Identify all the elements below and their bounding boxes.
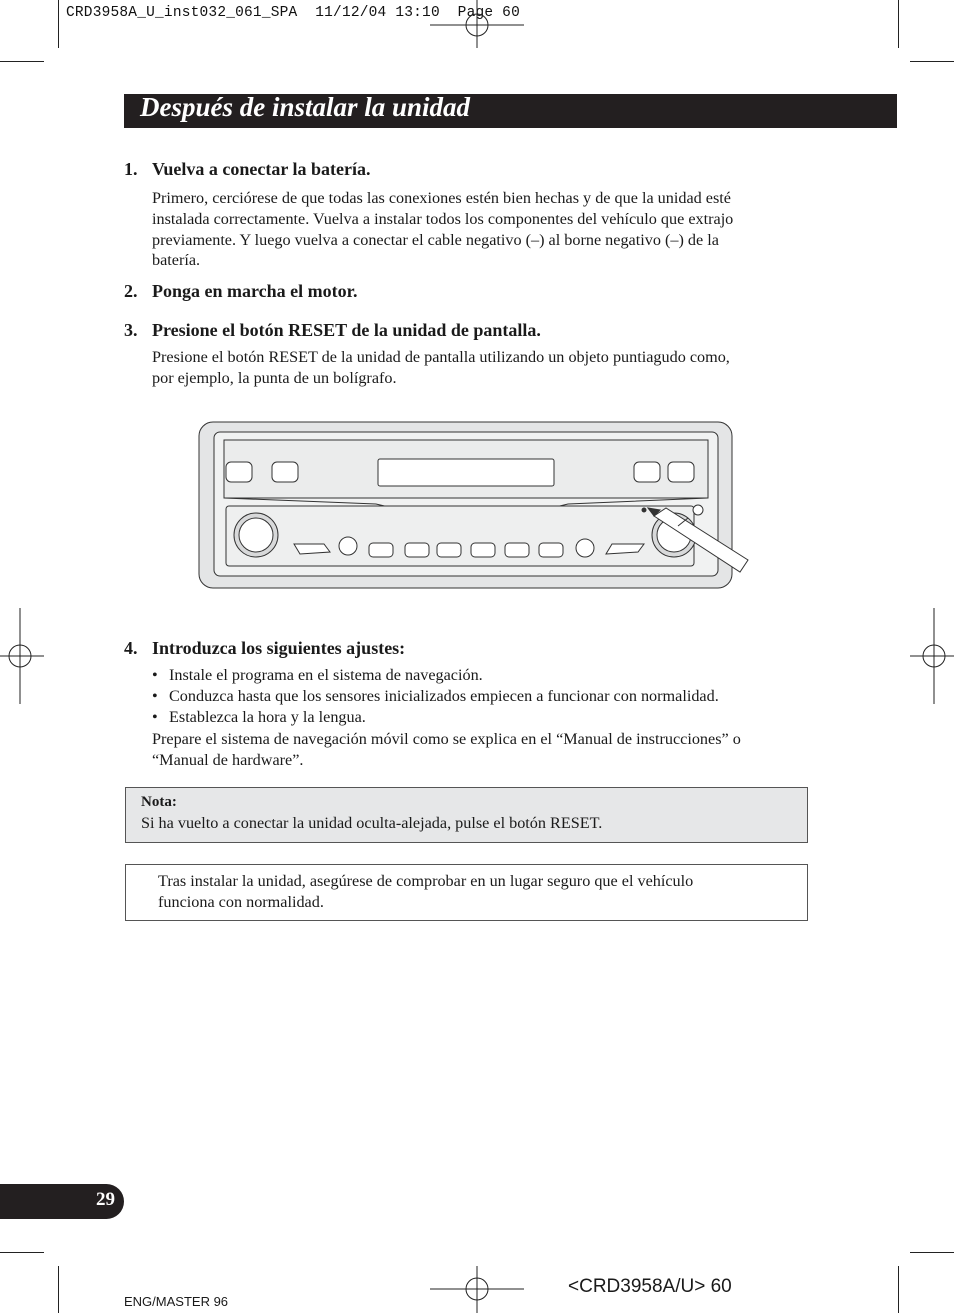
caution-box — [125, 864, 808, 921]
text-line: batería. — [152, 251, 201, 270]
step-number: 1. — [124, 159, 138, 179]
bullet-marker: • — [152, 708, 158, 726]
page-number: 29 — [96, 1189, 115, 1210]
text-line: previamente. Y luego vuelva a conectar el cable negativo (–) al borne negativo (–) de la — [152, 230, 719, 249]
note-box — [125, 787, 808, 843]
step-1-heading — [124, 159, 824, 183]
list-item — [152, 708, 832, 729]
step-title: Introduzca los siguientes ajustes: — [152, 638, 406, 658]
step-4-body — [152, 729, 832, 771]
panel-button — [226, 462, 252, 482]
step-4-heading — [124, 638, 824, 662]
note-title: Nota: — [141, 794, 177, 810]
step-3-heading — [124, 320, 824, 344]
step-2-heading — [124, 281, 824, 305]
list-item — [152, 687, 832, 708]
list-item — [152, 666, 832, 687]
footer-left: ENG/MASTER 96 — [124, 1294, 229, 1309]
bullet-marker: • — [152, 687, 158, 705]
footer-right: <CRD3958A/U> 60 — [568, 1276, 732, 1297]
display-window — [378, 459, 554, 486]
page-title: Después de instalar la unidad — [140, 92, 471, 122]
panel-button — [634, 462, 660, 482]
panel-button — [668, 462, 694, 482]
list-item-text: Establezca la hora y la lengua. — [169, 708, 366, 726]
text-line: Prepare el sistema de navegación móvil como se explica en el “Manual de instrucciones” o — [152, 730, 741, 748]
text-line: funciona con normalidad. — [158, 892, 324, 911]
step-title: Vuelva a conectar la batería. — [152, 159, 371, 179]
step-number: 4. — [124, 638, 138, 658]
step-number: 3. — [124, 320, 138, 340]
text-line: Presione el botón RESET de la unidad de pantalla utilizando un objeto puntiagudo como, — [152, 348, 730, 366]
step-1-body — [152, 188, 832, 271]
step-title: Presione el botón RESET de la unidad de pantalla. — [152, 320, 541, 340]
device-illustration — [196, 420, 764, 592]
caution-text — [158, 871, 798, 913]
reset-button — [693, 505, 703, 515]
step-3-body — [152, 347, 832, 389]
text-line: “Manual de hardware”. — [152, 750, 304, 769]
step-title: Ponga en marcha el motor. — [152, 281, 358, 301]
bullet-marker: • — [152, 666, 158, 684]
list-item-text: Instale el programa en el sistema de navegación. — [169, 666, 483, 684]
print-header: CRD3958A_U_inst032_061_SPA 11/12/04 13:10 Page 60 — [66, 5, 520, 21]
text-line: por ejemplo, la punta de un bolígrafo. — [152, 368, 397, 387]
list-item-text: Conduzca hasta que los sensores inicializados empiecen a funcionar con normalidad. — [169, 687, 719, 705]
note-text: Si ha vuelto a conectar la unidad oculta-alejada, pulse el botón RESET. — [141, 814, 603, 832]
panel-button — [272, 462, 298, 482]
text-line: instalada correctamente. Vuelva a instalar todos los componentes del vehículo que extrajo — [152, 209, 734, 228]
settings-list — [152, 666, 832, 729]
text-line: Primero, cerciórese de que todas las conexiones estén bien hechas y de que la unidad esté — [152, 189, 731, 207]
text-line: Tras instalar la unidad, asegúrese de comprobar en un lugar seguro que el vehículo — [158, 872, 694, 890]
step-number: 2. — [124, 281, 138, 301]
